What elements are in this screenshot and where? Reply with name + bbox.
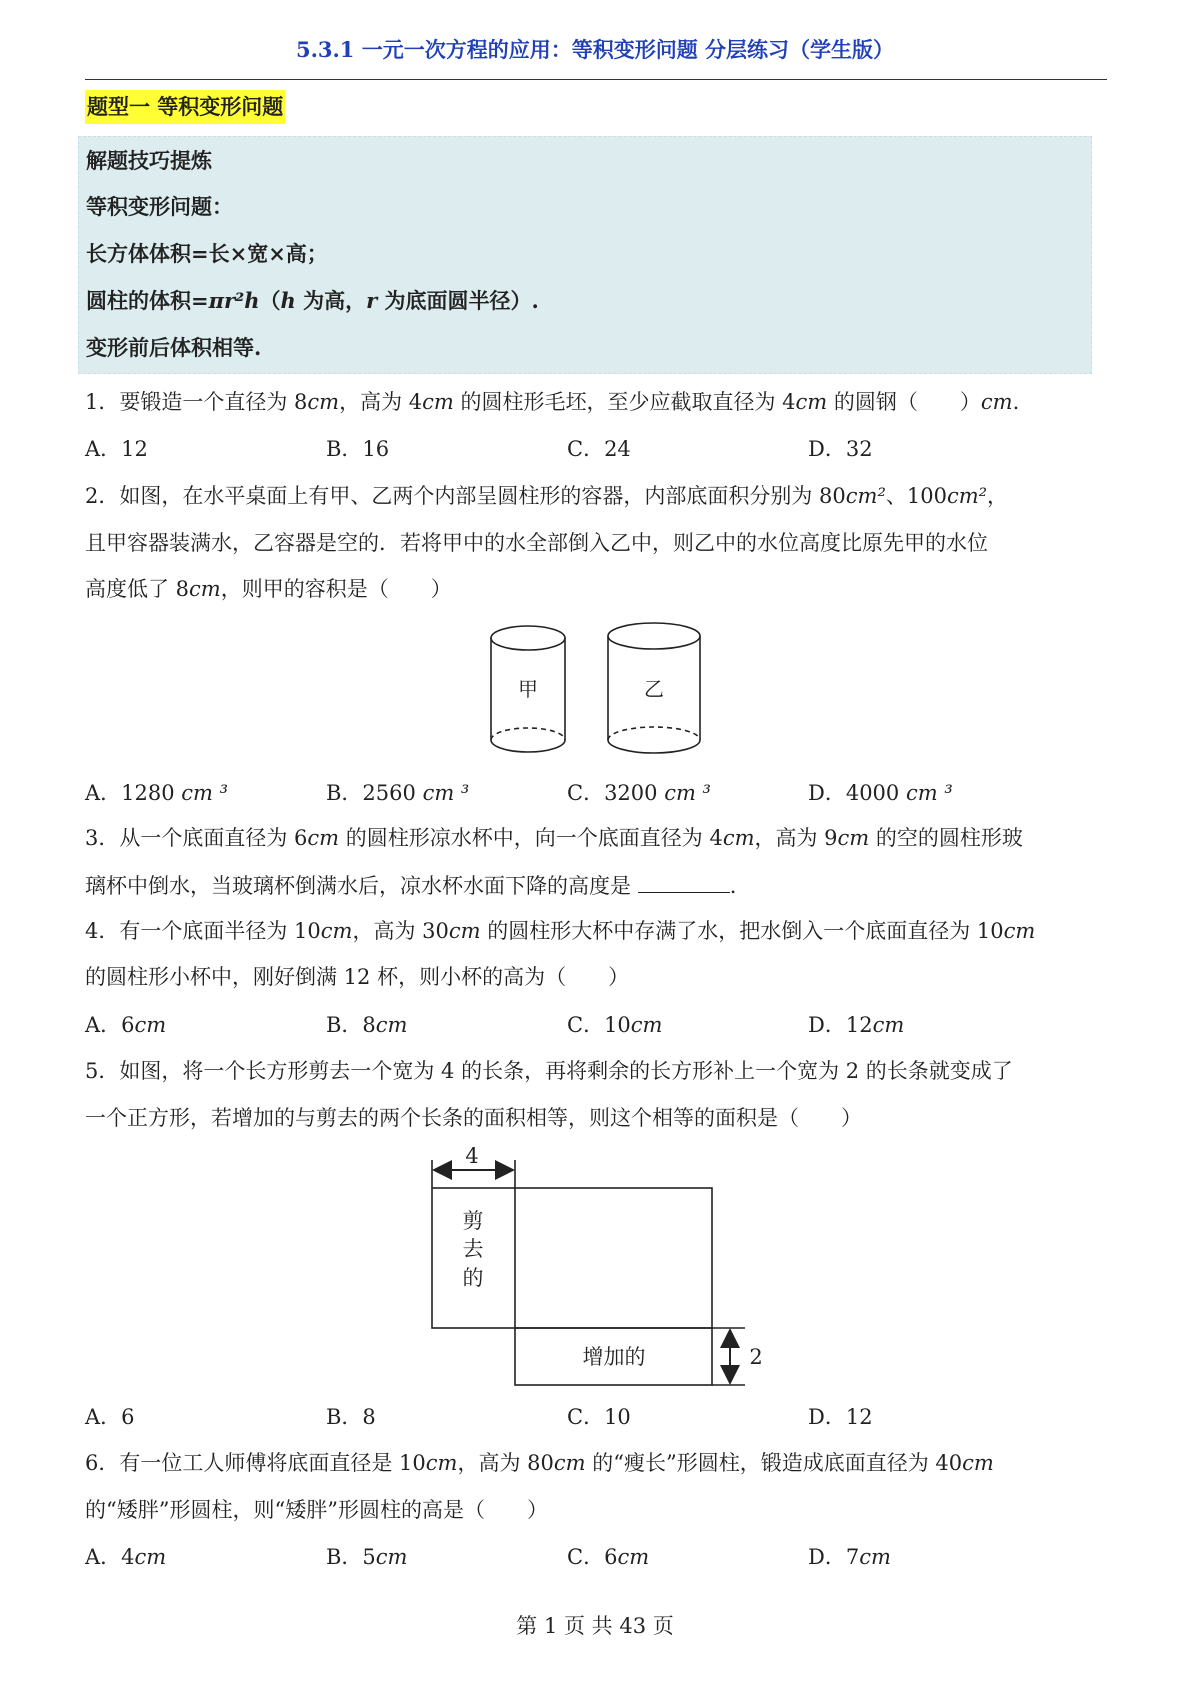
- cut-label-1: 剪: [462, 1209, 484, 1233]
- question-3-line-2: 璃杯中倒水，当玻璃杯倒满水后，凉水杯水面下降的高度是 .: [85, 870, 736, 900]
- width-4-label: 4: [465, 1144, 479, 1168]
- tips-heading: 解题技巧提炼: [86, 148, 212, 173]
- q5-option-c: C．10: [567, 1405, 631, 1429]
- question-2-line-1: 2．如图，在水平桌面上有甲、乙两个内部呈圆柱形的容器，内部底面积分别为 80cm²、100cm²，: [85, 484, 1009, 508]
- question-2-line-3: 高度低了 8cm，则甲的容积是（ ）: [85, 577, 452, 601]
- tips-line-1: 等积变形问题：: [86, 194, 233, 219]
- q1-option-b: B．16: [326, 437, 390, 461]
- cylinder-label-yi: 乙: [644, 677, 664, 701]
- q5-option-a: A．6: [85, 1405, 135, 1429]
- q4-option-b: B．8cm: [326, 1013, 408, 1037]
- q1-option-a: A．12: [85, 437, 148, 461]
- q6-option-b: B．5cm: [326, 1545, 408, 1569]
- cylinders-figure: [485, 618, 715, 758]
- q2-option-a: A．1280 cm ³: [85, 781, 229, 805]
- cut-label-2: 去: [462, 1237, 484, 1261]
- q2-option-b: B．2560 cm ³: [326, 781, 470, 805]
- q2-option-d: D．4000 cm ³: [808, 781, 953, 805]
- question-4-line-2: 的圆柱形小杯中，刚好倒满 12 杯，则小杯的高为（ ）: [85, 965, 630, 989]
- q5-option-d: D．12: [808, 1405, 873, 1429]
- question-5-line-1: 5．如图，将一个长方形剪去一个宽为 4 的长条，再将剩余的长方形补上一个宽为 2 的长条就变成了: [85, 1059, 1013, 1083]
- question-6-line-2: 的“矮胖”形圆柱，则“矮胖”形圆柱的高是（ ）: [85, 1498, 548, 1522]
- question-2-line-2: 且甲容器装满水，乙容器是空的．若将甲中的水全部倒入乙中，则乙中的水位高度比原先甲的水位: [85, 531, 988, 555]
- width-2-label: 2: [749, 1345, 763, 1369]
- tips-line-4: 变形前后体积相等.: [86, 335, 262, 360]
- answer-blank[interactable]: [638, 870, 730, 893]
- q4-option-a: A．6cm: [85, 1013, 167, 1037]
- cylinder-label-jia: 甲: [518, 677, 538, 701]
- tips-line-3: 圆柱的体积=πr²h（h 为高，r 为底面圆半径）.: [86, 288, 539, 313]
- question-4-line-1: 4．有一个底面半径为 10cm，高为 30cm 的圆柱形大杯中存满了水，把水倒入一个底面直径为 10cm: [85, 919, 1036, 943]
- rectangle-figure: [420, 1140, 770, 1400]
- page-title: 5.3.1 一元一次方程的应用：等积变形问题 分层练习（学生版）: [295, 37, 895, 62]
- question-6-line-1: 6．有一位工人师傅将底面直径是 10cm，高为 80cm 的“瘦长”形圆柱，锻造成底面直径为 40cm: [85, 1451, 994, 1475]
- q6-option-a: A．4cm: [85, 1545, 167, 1569]
- q1-option-d: D．32: [808, 437, 873, 461]
- added-label: 增加的: [582, 1345, 646, 1369]
- title-divider: [85, 79, 1107, 80]
- question-5-line-2: 一个正方形，若增加的与剪去的两个长条的面积相等，则这个相等的面积是（ ）: [85, 1106, 862, 1130]
- cut-label-3: 的: [462, 1266, 484, 1290]
- q4-option-d: D．12cm: [808, 1013, 905, 1037]
- page-footer: 第 1 页 共 43 页: [516, 1614, 674, 1638]
- q4-option-c: C．10cm: [567, 1013, 663, 1037]
- question-3-line-1: 3．从一个底面直径为 6cm 的圆柱形凉水杯中，向一个底面直径为 4cm，高为 9cm 的空的圆柱形玻: [85, 826, 1023, 850]
- q6-option-d: D．7cm: [808, 1545, 891, 1569]
- q2-option-c: C．3200 cm ³: [567, 781, 711, 805]
- question-1-text: 1．要锻造一个直径为 8cm，高为 4cm 的圆柱形毛坯，至少应截取直径为 4cm 的圆钢（ ）cm.: [85, 390, 1020, 414]
- q5-option-b: B．8: [326, 1405, 376, 1429]
- volume-formula: πr²h: [208, 288, 260, 313]
- q6-option-c: C．6cm: [567, 1545, 650, 1569]
- q1-option-c: C．24: [567, 437, 631, 461]
- section-heading: 题型一 等积变形问题: [85, 90, 285, 124]
- tips-line-2: 长方体体积=长×宽×高；: [86, 241, 328, 266]
